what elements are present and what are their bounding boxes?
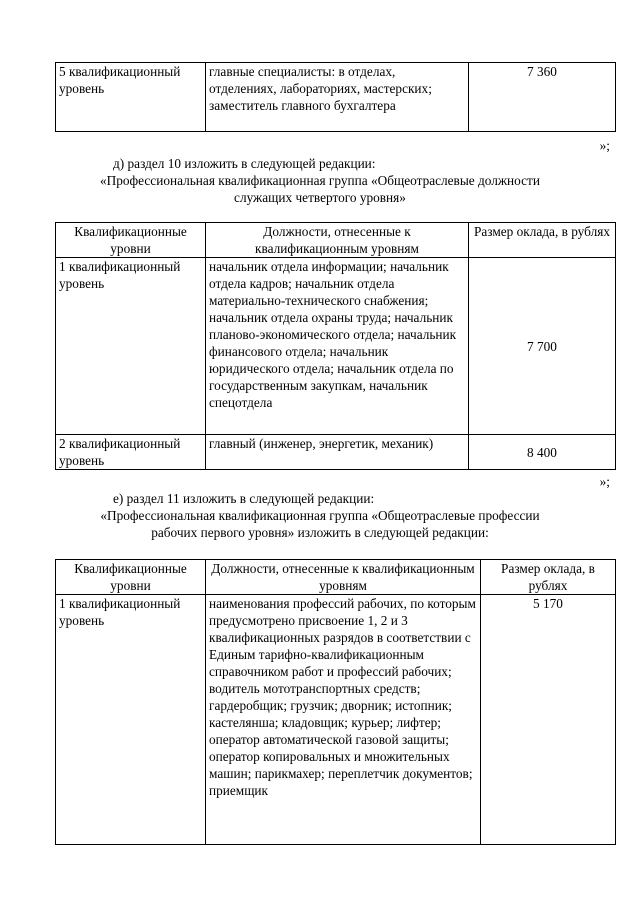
positions-cell: начальник отдела информации; начальник отдела кадров; начальник отдела материально-технического снабжения; начальник отдела охраны труда; начальник планово-экономического отдела; начальник финансового отдела; начальник юридического отдела; начальник отдела по государственным закупкам, начальник спецотдела: [206, 258, 469, 435]
table-fourth-level-employees: [55, 222, 616, 470]
table-row: [56, 63, 616, 132]
level-cell: 5 квалификационный уровень: [56, 63, 206, 132]
table-row: [56, 595, 616, 845]
header-positions: Должности, отнесенные к квалификационным уровням: [206, 223, 469, 258]
closing-quote: »;: [599, 474, 610, 489]
salary-cell: 7 700: [469, 258, 616, 435]
table-header-row: [56, 223, 616, 258]
table-first-level-workers: [55, 559, 616, 845]
level-cell: 1 квалификационный уровень: [56, 595, 206, 845]
section-d-title-line2: служащих четвертого уровня»: [234, 190, 406, 205]
table-row: [56, 435, 616, 470]
section-e-title-line2: рабочих первого уровня» изложить в следующей редакции:: [151, 525, 489, 540]
header-salary: Размер оклада, в рублях: [481, 560, 616, 595]
positions-cell: наименования профессий рабочих, по которым предусмотрено присвоение 1, 2 и 3 квалификационных разрядов в соответствии с Единым тарифно-квалификационным справочником работ и профессий рабочих; водитель мототранспортных средств; гардеробщик; грузчик; дворник; истопник; кастелянша; кладовщик; курьер; лифтер; оператор автоматической газовой защиты; оператор копировальных и множительных машин; парикмахер; переплетчик документов; приемщик: [206, 595, 481, 845]
closing-quote: »;: [599, 138, 610, 153]
section-e-title-line1: «Профессиональная квалификационная группа «Общеотраслевые профессии: [100, 508, 540, 523]
salary-cell: 7 360: [469, 63, 616, 132]
level-cell: 2 квалификационный уровень: [56, 435, 206, 470]
salary-cell: 5 170: [481, 595, 616, 845]
section-d-title-line1: «Профессиональная квалификационная группа «Общеотраслевые должности: [100, 173, 540, 188]
header-positions: Должности, отнесенные к квалификационным уровням: [206, 560, 481, 595]
positions-cell: главный (инженер, энергетик, механик): [206, 435, 469, 470]
section-e-intro: е) раздел 11 изложить в следующей редакции:: [113, 491, 375, 506]
header-level: Квалификационные уровни: [56, 223, 206, 258]
header-level: Квалификационные уровни: [56, 560, 206, 595]
table-qualification-5: [55, 62, 616, 132]
table-row: [56, 258, 616, 435]
level-cell: 1 квалификационный уровень: [56, 258, 206, 435]
table-header-row: [56, 560, 616, 595]
section-d-intro: д) раздел 10 изложить в следующей редакции:: [113, 156, 376, 171]
positions-cell: главные специалисты: в отделах, отделениях, лабораториях, мастерских; заместитель главного бухгалтера: [206, 63, 469, 132]
salary-cell: 8 400: [469, 435, 616, 470]
header-salary: Размер оклада, в рублях: [469, 223, 616, 258]
